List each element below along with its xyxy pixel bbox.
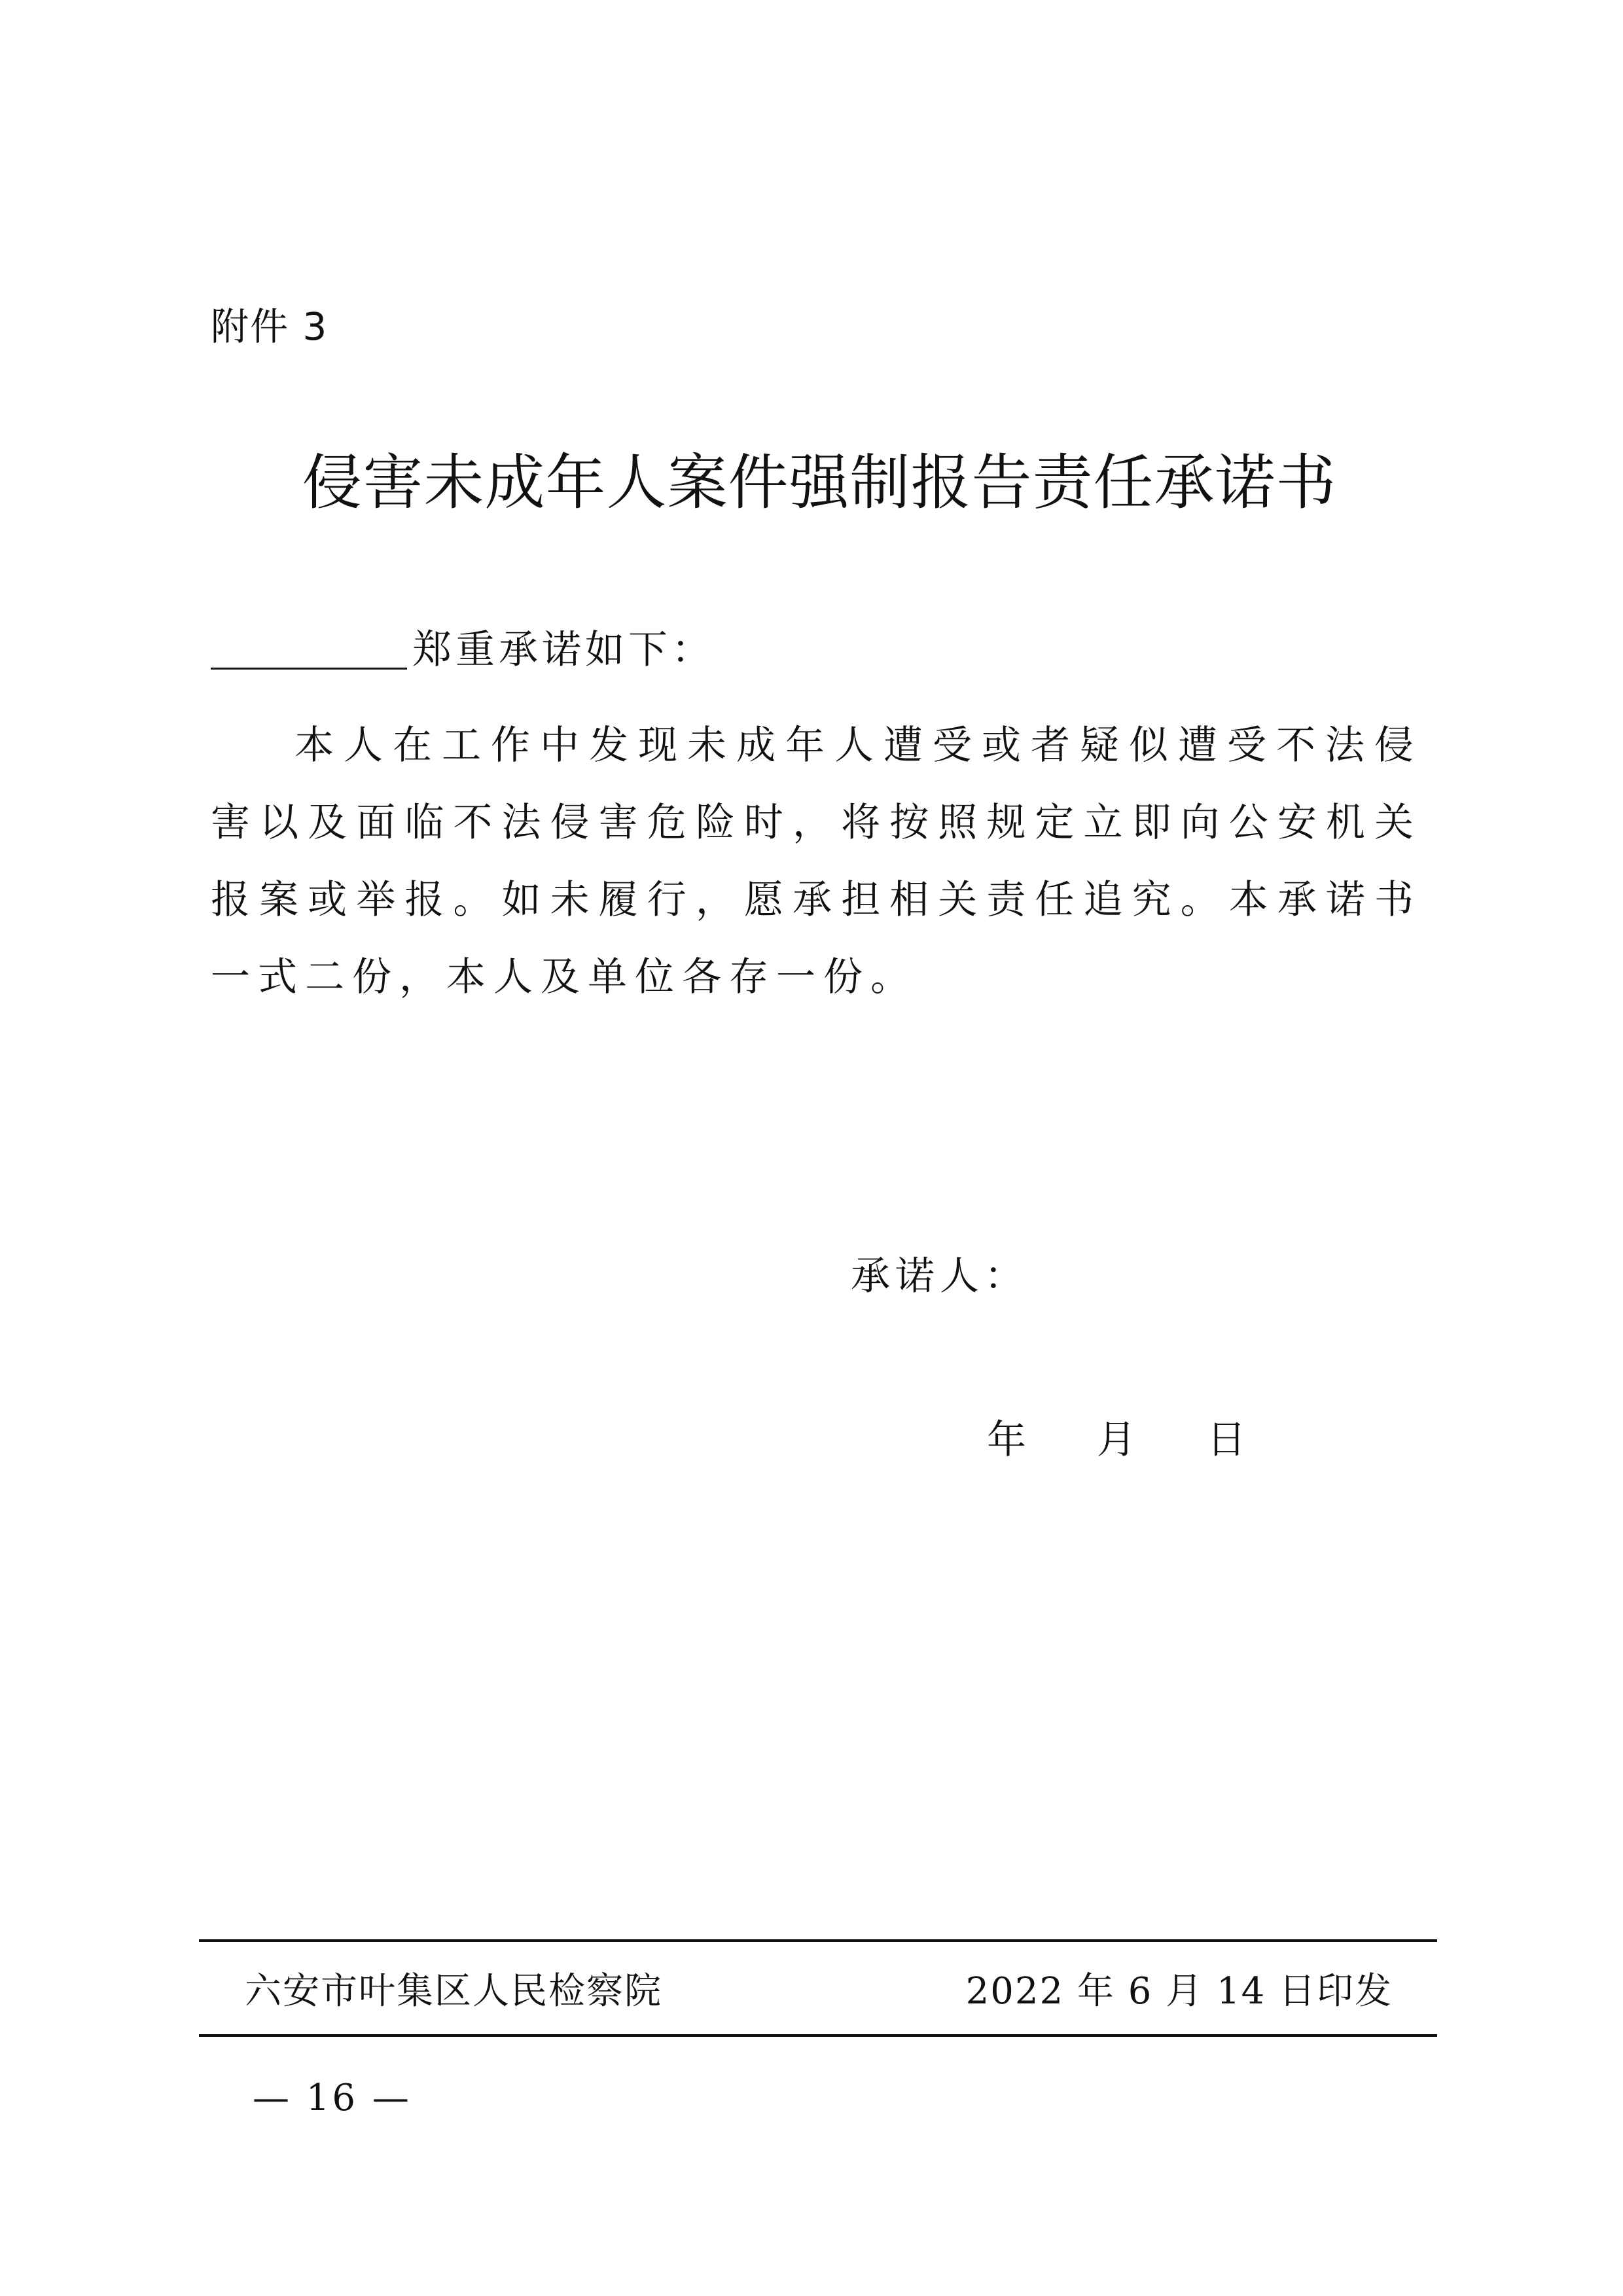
page-number: — 16 — bbox=[253, 2077, 412, 2119]
pledge-intro-text: 郑重承诺如下： bbox=[412, 627, 715, 673]
day-label: 日 bbox=[1207, 1417, 1246, 1463]
footer-issue-date: 2022 年 6 月 14 日印发 bbox=[965, 1970, 1393, 2013]
name-blank-field[interactable] bbox=[211, 628, 407, 670]
year-label: 年 bbox=[987, 1417, 1026, 1463]
month-label: 月 bbox=[1097, 1417, 1136, 1463]
pledge-intro-line bbox=[211, 627, 715, 673]
signer-label: 承诺人： bbox=[851, 1253, 1029, 1299]
pledge-body-paragraph: 本人在工作中发现未成年人遭受或者疑似遭受不法侵害以及面临不法侵害危险时，将按照规定立即向公安机关报案或举报。如未履行，愿承担相关责任追究。本承诺书一式二份，本人及单位各存一份。 bbox=[211, 723, 1421, 1000]
document-title: 侵害未成年人案件强制报告责任承诺书 bbox=[302, 448, 1337, 518]
footer-top-rule bbox=[199, 1939, 1437, 1942]
signature-date-line bbox=[987, 1417, 1246, 1463]
attachment-label: 附件 3 bbox=[211, 304, 329, 349]
footer-bottom-rule bbox=[199, 2034, 1437, 2037]
footer-organization: 六安市叶集区人民检察院 bbox=[245, 1970, 662, 2013]
